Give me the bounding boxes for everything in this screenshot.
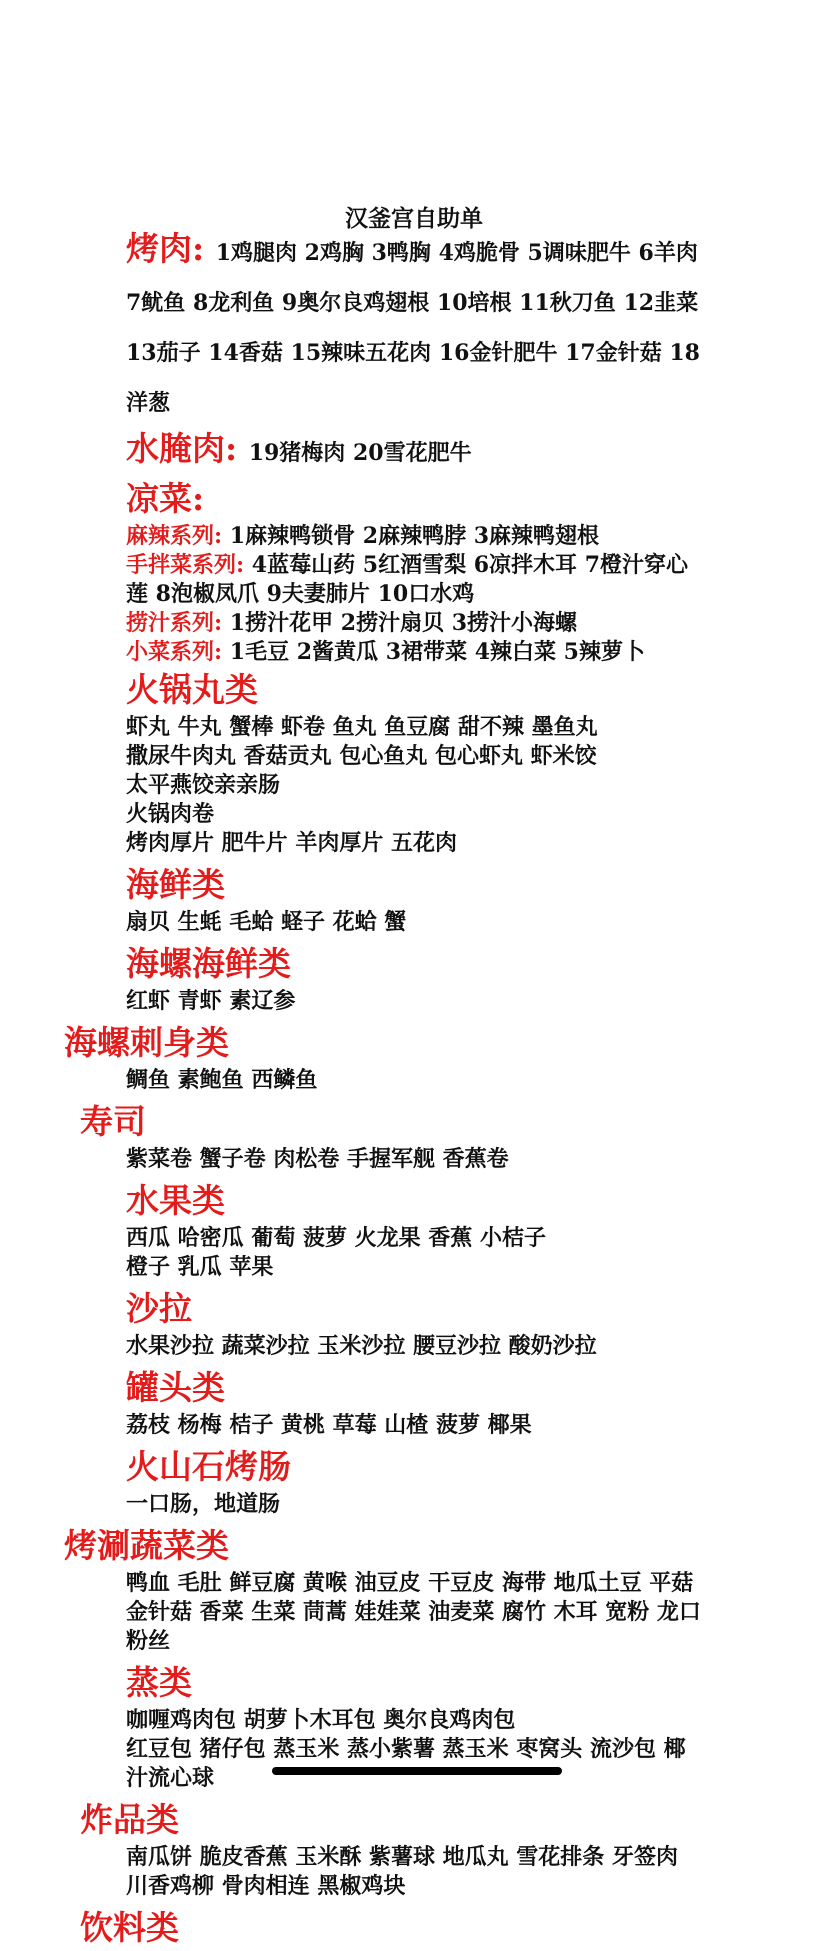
- section-heading-haluo-seafood: 海螺海鲜类: [126, 944, 291, 983]
- section-heading-seafood: 海鲜类: [126, 865, 225, 904]
- cold-series-laozhi: [126, 609, 706, 638]
- item-line: 太平燕饺亲亲肠: [126, 773, 281, 798]
- cold-series-sides: [126, 638, 706, 667]
- item-line: 紫菜卷 蟹子卷 肉松卷 手握军舰 香蕉卷: [126, 1147, 509, 1172]
- section-heading-hotpot-balls: 火锅丸类: [126, 670, 258, 709]
- section-items: 19猪梅肉 20雪花肥牛: [248, 440, 472, 466]
- section-heading-drinks: 饮料类: [80, 1908, 179, 1947]
- item-line: 虾丸 牛丸 蟹棒 虾卷 鱼丸 鱼豆腐 甜不辣 墨鱼丸: [126, 715, 598, 740]
- series-items: 1麻辣鸭锁骨 2麻辣鸭脖 3麻辣鸭翅根: [229, 523, 600, 549]
- section-cold: [126, 476, 706, 522]
- series-label: 手拌菜系列:: [126, 552, 245, 578]
- steamed-items: [126, 1706, 706, 1797]
- section-heading-sashimi: 海螺刺身类: [64, 1023, 229, 1062]
- item-line: 鲷鱼 素鲍鱼 西鳞鱼: [126, 1068, 318, 1093]
- canned-items: [126, 1411, 706, 1444]
- item-line: 一口肠，地道肠: [126, 1492, 281, 1517]
- series-items: 1毛豆 2酱黄瓜 3裙带菜 4辣白菜 5辣萝卜: [229, 639, 645, 665]
- menu-title: 汉釜宫自助单: [345, 205, 483, 232]
- seafood-items: [126, 908, 706, 941]
- item-line: 火锅肉卷: [126, 802, 215, 827]
- section-heading: 水腌肉: [126, 429, 225, 468]
- series-items: 1捞汁花甲 2捞汁扇贝 3捞汁小海螺: [229, 610, 578, 636]
- item-line: 红豆包 猪仔包 蒸玉米 蒸小紫薯 蒸玉米 枣窝头 流沙包 椰汁流心球: [126, 1737, 686, 1791]
- series-label: 捞汁系列:: [126, 610, 223, 636]
- section-heading-veg: 烤涮蔬菜类: [64, 1526, 229, 1565]
- fruit-items: [126, 1224, 706, 1286]
- menu-body: [0, 226, 828, 1951]
- item-line: 扇贝 生蚝 毛蛤 蛏子 花蛤 蟹: [126, 910, 407, 935]
- sashimi-items: [126, 1066, 706, 1099]
- sausage-items: [126, 1490, 706, 1523]
- section-heading-sushi: 寿司: [80, 1102, 146, 1141]
- section-heading-fruit: 水果类: [126, 1181, 225, 1220]
- section-heading-canned: 罐头类: [126, 1368, 225, 1407]
- section-heading-sausage: 火山石烤肠: [126, 1447, 291, 1486]
- item-line: 南瓜饼 脆皮香蕉 玉米酥 紫薯球 地瓜丸 雪花排条 牙签肉 川香鸡柳 骨肉相连 黑椒鸡块: [126, 1845, 678, 1899]
- item-line: 水果沙拉 蔬菜沙拉 玉米沙拉 腰豆沙拉 酸奶沙拉: [126, 1334, 597, 1359]
- section-bbq: 烤肉: 1鸡腿肉 2鸡胸 3鸭胸 4鸡脆骨 5调味肥牛 6羊肉 7鱿鱼 8龙利鱼 9奥尔良鸡翅根 10培根 11秋刀鱼 12韭菜 13茄子 14香菇 15辣味五花肉 16金针肥牛 17金针菇 18洋葱: [126, 229, 700, 416]
- haluo-seafood-items: [126, 987, 706, 1020]
- item-line: 荔枝 杨梅 桔子 黄桃 草莓 山楂 菠萝 椰果: [126, 1413, 532, 1438]
- series-items: 4蓝莓山药 5红酒雪梨 6凉拌木耳 7橙汁穿心莲 8泡椒凤爪 9夫妻肺片 10口水鸡: [126, 552, 689, 607]
- item-line: 橙子 乳瓜 苹果: [126, 1255, 274, 1280]
- item-line: 撒尿牛肉丸 香菇贡丸 包心鱼丸 包心虾丸 虾米饺: [126, 744, 597, 769]
- salad-items: [126, 1332, 706, 1365]
- section-items: 1鸡腿肉 2鸡胸 3鸭胸 4鸡脆骨 5调味肥牛 6羊肉 7鱿鱼 8龙利鱼 9奥尔良鸡翅根 10培根 11秋刀鱼 12韭菜 13茄子 14香菇 15辣味五花肉 16金针肥牛 17金针菇 18洋葱: [126, 240, 700, 416]
- section-heading: 凉菜:: [126, 479, 205, 518]
- section-heading-steamed: 蒸类: [126, 1663, 192, 1702]
- hotpot-balls-items: [126, 713, 706, 862]
- item-line: 鸭血 毛肚 鲜豆腐 黄喉 油豆皮 干豆皮 海带 地瓜土豆 平菇 金针菇 香菜 生菜 茼蒿 娃娃菜 油麦菜 腐竹 木耳 宽粉 龙口粉丝: [126, 1571, 701, 1654]
- item-line: 西瓜 哈密瓜 葡萄 菠萝 火龙果 香蕉 小桔子: [126, 1226, 546, 1251]
- sushi-items: [126, 1145, 706, 1178]
- section-heading: 烤肉: [126, 229, 192, 268]
- cold-series-handmixed: [126, 551, 706, 609]
- item-line: 咖喱鸡肉包 胡萝卜木耳包 奥尔良鸡肉包: [126, 1708, 516, 1733]
- section-heading-fried: 炸品类: [80, 1800, 179, 1839]
- series-label: 麻辣系列:: [126, 523, 223, 549]
- fried-items: [126, 1843, 706, 1905]
- item-line: 烤肉厚片 肥牛片 羊肉厚片 五花肉: [126, 831, 457, 856]
- home-indicator[interactable]: [272, 1767, 562, 1775]
- section-heading-salad: 沙拉: [126, 1289, 192, 1328]
- cold-series-spicy: [126, 522, 706, 551]
- veg-items: [126, 1569, 706, 1660]
- series-label: 小菜系列:: [126, 639, 223, 665]
- item-line: 红虾 青虾 素辽参: [126, 989, 296, 1014]
- section-marinated: 水腌肉: 19猪梅肉 20雪花肥牛: [126, 429, 472, 468]
